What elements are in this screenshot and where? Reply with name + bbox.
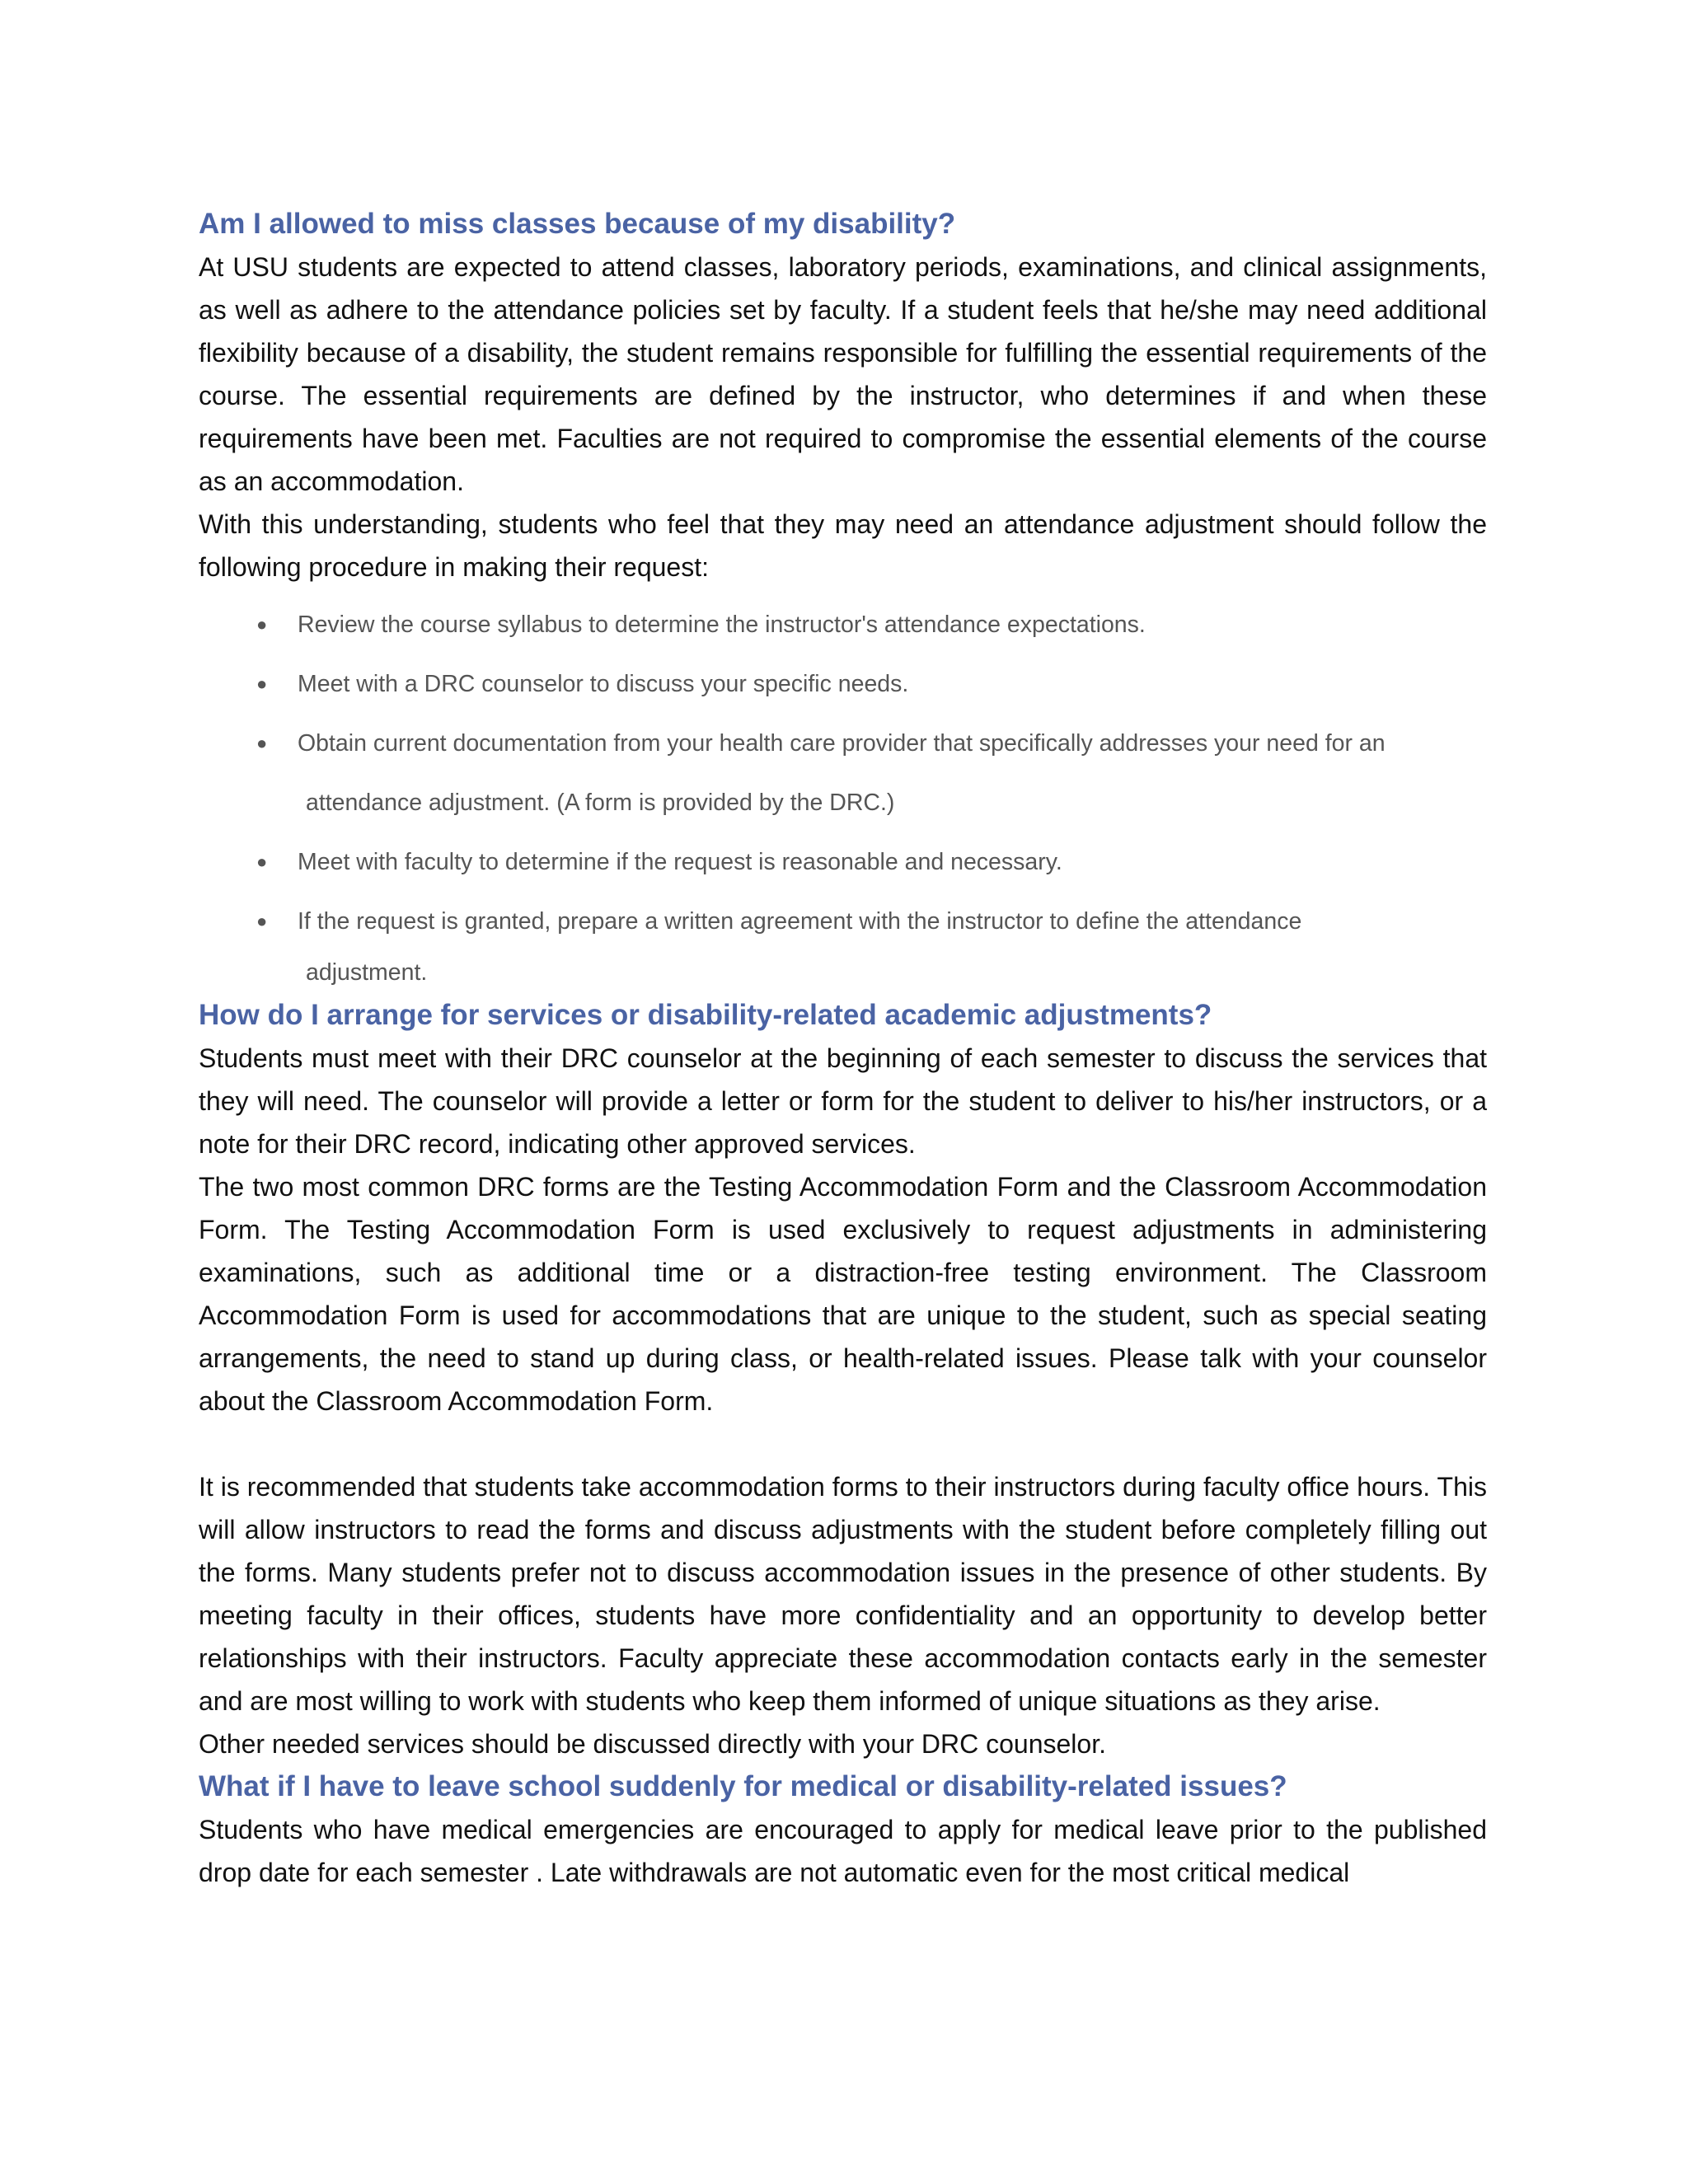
- document-content: [199, 203, 1487, 1894]
- list-item: ● Meet with a DRC counselor to discuss your specific needs.: [199, 654, 1487, 714]
- paragraph-office-hours: It is recommended that students take accommodation forms to their instructors during faculty office hours. This will allow instructors to read the forms and discuss adjustments with the student before completely filling out the forms. Many students prefer not to discuss accommodation issues in the presence of other students. By meeting faculty in their offices, students have more confidentiality and an opportunity to develop better relationships with their instructors. Faculty appreciate these accommodation contacts early in the semester and are most willing to work with students who keep them informed of unique situations as they arise.: [199, 1472, 1487, 1716]
- bullet-icon: ●: [256, 911, 268, 931]
- paragraph-drc-forms: The two most common DRC forms are the Testing Accommodation Form and the Classroom Accommodation Form. The Testing Accommodation Form is used exclusively to request adjustments in administering examinations, such as additional time or a distraction-free testing environment. The Classroom Accommodation Form is used for accommodations that are unique to the student, such as special seating arrangements, the need to stand up during class, or health-related issues. Please talk with your counselor about the Classroom Accommodation Form.: [199, 1172, 1487, 1416]
- procedure-list: [199, 595, 1487, 994]
- section-heading-arrange-services: How do I arrange for services or disability-related academic adjustments?: [199, 999, 1212, 1031]
- paragraph-procedure-intro: With this understanding, students who feel that they may need an attendance adjustment should follow the following procedure in making their request:: [199, 509, 1487, 582]
- paragraph-other-services: Other needed services should be discussed directly with your DRC counselor.: [199, 1729, 1106, 1759]
- paragraph-spacer: [199, 1422, 1487, 1465]
- list-item: ● Review the course syllabus to determine the instructor's attendance expectations.: [199, 595, 1487, 654]
- paragraph-meet-counselor: Students must meet with their DRC counselor at the beginning of each semester to discuss the services that they will need. The counselor will provide a letter or form for the student to deliver to his/her instructors, or a note for their DRC record, indicating other approved services.: [199, 1043, 1487, 1159]
- section-heading-leave-school: What if I have to leave school suddenly for medical or disability-related issues?: [199, 1770, 1287, 1802]
- bullet-icon: ●: [256, 673, 268, 694]
- list-item: ● Obtain current documentation from your health care provider that specifically addresses your need for an attendance adjustment. (A form is provided by the DRC.): [199, 714, 1487, 832]
- bullet-icon: ●: [256, 851, 268, 872]
- bullet-icon: ●: [256, 733, 268, 753]
- bullet-icon: ●: [256, 614, 268, 635]
- list-item: ● Meet with faculty to determine if the request is reasonable and necessary.: [199, 832, 1487, 892]
- paragraph-attendance-expectations: At USU students are expected to attend classes, laboratory periods, examinations, and clinical assignments, as well as adhere to the attendance policies set by faculty. If a student feels that he/she may need additional flexibility because of a disability, the student remains responsible for fulfilling the essential requirements of the course. The essential requirements are defined by the instructor, who determines if and when these requirements have been met. Faculties are not required to compromise the essential elements of the course as an accommodation.: [199, 252, 1487, 496]
- section-heading-missing-classes: Am I allowed to miss classes because of my disability?: [199, 208, 956, 240]
- paragraph-medical-leave: Students who have medical emergencies are encouraged to apply for medical leave prior to the published drop date for each semester . Late withdrawals are not automatic even for the most critical medical: [199, 1815, 1487, 1887]
- list-item: ● If the request is granted, prepare a written agreement with the instructor to define the attendance adjustment.: [199, 892, 1487, 994]
